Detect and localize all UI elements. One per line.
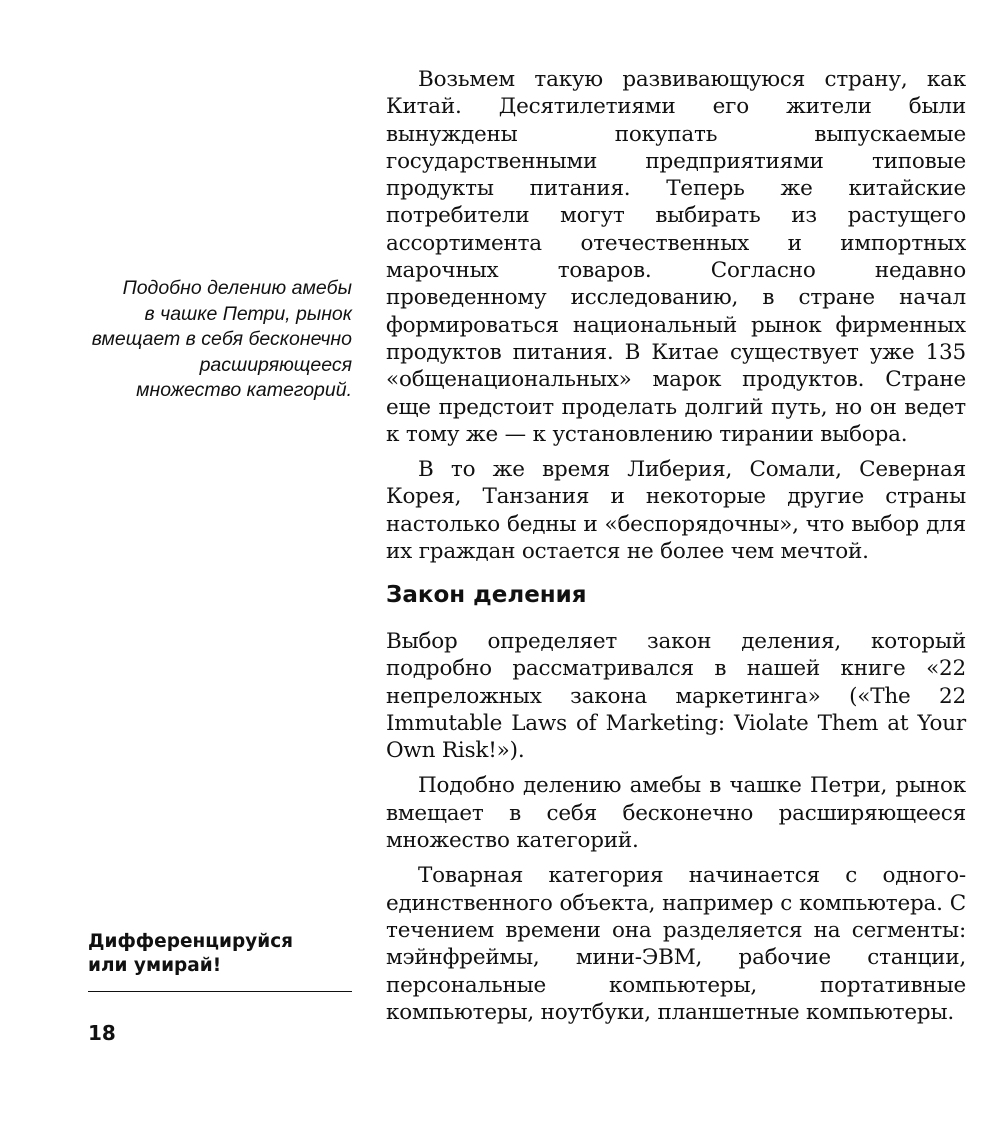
page-number: 18 <box>88 1021 116 1045</box>
section-title: Закон деления <box>386 582 587 608</box>
margin-quote-line: Подобно делению амебы <box>122 277 352 299</box>
intro-text-column <box>386 66 966 565</box>
margin-quote <box>72 276 352 404</box>
paragraph-china: Возьмем такую развивающуюся страну, как Китай. Десятилетиями его жители были вынуждены покупать выпускаемые государственными предприятиями типовые продукты питания. Теперь же китайские потребители могут выбирать из растущего ассортимента отечественных и импортных марочных товаров. Согласно недавно проведенному исследованию, в стране начал формироваться национальный рынок фирменных продуктов питания. В Китае существует уже 135 «общенациональных» марок продуктов. Стране еще предстоит проделать долгий путь, но он ведет к тому же — к установлению тирании выбора. <box>386 67 966 447</box>
running-book-title <box>88 930 293 978</box>
paragraph-amoeba: Подобно делению амебы в чашке Петри, рынок вмещает в себя бесконечно расширяющееся множество категорий. <box>386 773 966 854</box>
running-title-line: или умирай! <box>88 955 222 976</box>
margin-quote-line: множество категорий. <box>136 379 352 401</box>
paragraph-product-category: Товарная категория начинается с одного-единственного объекта, например с компьютера. С течением времени она разделяется на сегменты: мэйнфреймы, мини-ЭВМ, рабочие станции, персональные компьютеры, портативные компьютеры, ноутбуки, планшетные компьютеры. <box>386 863 966 1025</box>
margin-quote-line: в чашке Петри, рынок <box>144 302 352 325</box>
section-text-column <box>386 628 966 1026</box>
paragraph-law-of-division: Выбор определяет закон деления, который подробно рассматривался в нашей книге «22 непреложных закона маркетинга» («The 22 Immutable Laws of Marketing: Violate Them at Your Own Risk!»). <box>386 629 966 764</box>
running-title-line: Дифференцируйся <box>88 931 294 952</box>
margin-quote-line: расширяющееся <box>199 353 352 376</box>
margin-quote-line: вмещает в себя бесконечно <box>91 328 352 350</box>
footer-divider <box>88 991 352 992</box>
paragraph-poor-countries: В то же время Либерия, Сомали, Северная Корея, Танзания и некоторые другие страны настолько бедны и «беспорядочны», что выбор для их граждан остается не более чем мечтой. <box>386 457 966 565</box>
